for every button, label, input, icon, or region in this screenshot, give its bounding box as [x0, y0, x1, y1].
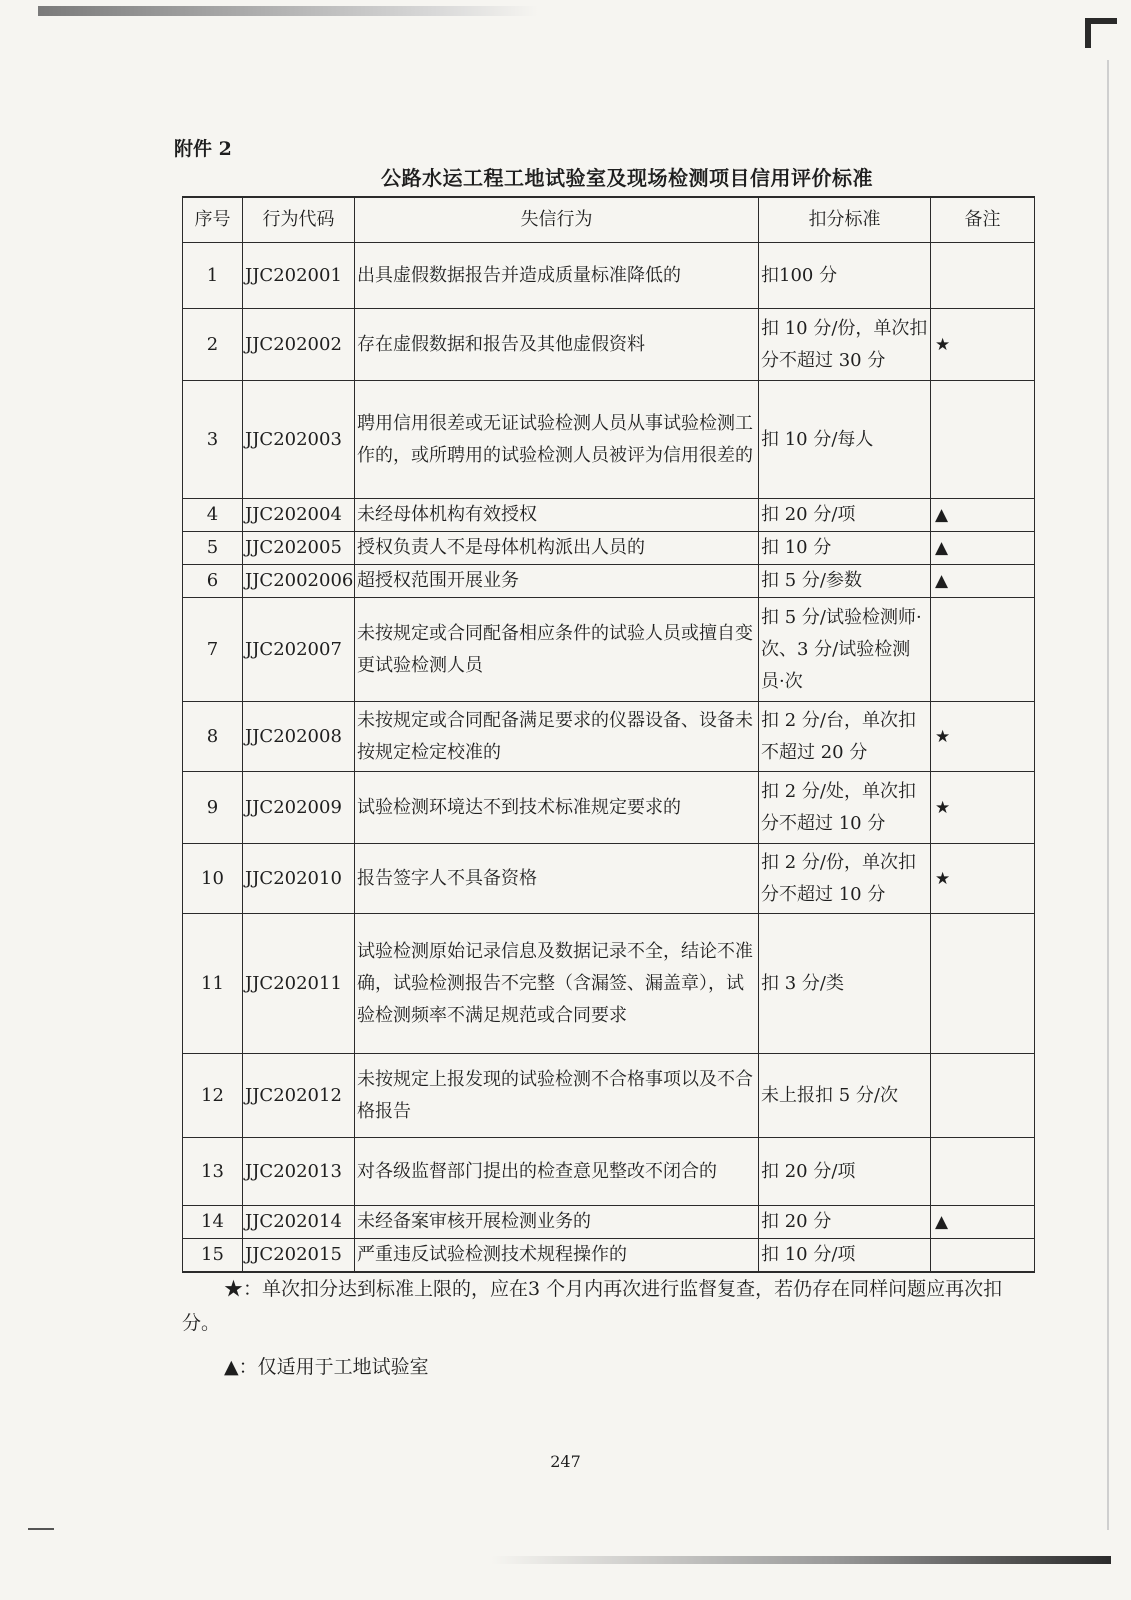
attachment-label: 附件 2 [174, 138, 232, 160]
row-behavior: 未按规定或合同配备相应条件的试验人员或擅自变更试验检测人员 [355, 598, 759, 702]
row-remark: ▲ [931, 499, 1035, 532]
row-behavior: 未经母体机构有效授权 [355, 499, 759, 532]
row-code: JJC202012 [243, 1054, 355, 1138]
row-behavior: 试验检测原始记录信息及数据记录不全，结论不准确，试验检测报告不完整（含漏签、漏盖章），试验检测频率不满足规范或合同要求 [355, 914, 759, 1054]
row-behavior: 未经备案审核开展检测业务的 [355, 1206, 759, 1239]
table-row [183, 1138, 1035, 1206]
row-deduction: 扣100 分 [759, 243, 931, 309]
row-behavior: 未按规定或合同配备满足要求的仪器设备、设备未按规定检定校准的 [355, 702, 759, 772]
row-serial: 8 [183, 702, 243, 772]
row-code: JJC202005 [243, 532, 355, 565]
row-deduction: 扣 10 分/份，单次扣分不超过 30 分 [759, 309, 931, 381]
row-serial: 11 [183, 914, 243, 1054]
row-remark: ★ [931, 844, 1035, 914]
scan-mark-top-right-vertical [1085, 18, 1091, 48]
table-row [183, 914, 1035, 1054]
row-remark [931, 381, 1035, 499]
row-code: JJC202013 [243, 1138, 355, 1206]
row-deduction: 扣 5 分/试验检测师·次、3 分/试验检测员·次 [759, 598, 931, 702]
scan-edge-top [38, 6, 538, 16]
page-number: 247 [550, 1452, 581, 1471]
row-serial: 9 [183, 772, 243, 844]
header-deduction: 扣分标准 [759, 197, 931, 243]
scan-edge-bottom [491, 1556, 1111, 1564]
row-deduction: 扣 2 分/台，单次扣不超过 20 分 [759, 702, 931, 772]
row-serial: 12 [183, 1054, 243, 1138]
row-code: JJC202004 [243, 499, 355, 532]
row-behavior: 超授权范围开展业务 [355, 565, 759, 598]
header-behavior: 失信行为 [355, 197, 759, 243]
table-row [183, 1206, 1035, 1239]
row-code: JJC2002006 [243, 565, 355, 598]
row-code: JJC202015 [243, 1239, 355, 1273]
note-triangle: ▲：仅适用于工地试验室 [224, 1356, 429, 1378]
row-serial: 13 [183, 1138, 243, 1206]
row-deduction: 扣 5 分/参数 [759, 565, 931, 598]
row-behavior: 报告签字人不具备资格 [355, 844, 759, 914]
row-serial: 1 [183, 243, 243, 309]
row-remark [931, 1239, 1035, 1273]
table-row [183, 565, 1035, 598]
row-remark [931, 1054, 1035, 1138]
row-behavior: 对各级监督部门提出的检查意见整改不闭合的 [355, 1138, 759, 1206]
table-header-row [183, 197, 1035, 243]
table-row [183, 532, 1035, 565]
table-row [183, 844, 1035, 914]
note-star: ★：单次扣分达到标准上限的，应在3 个月内再次进行监督复查，若仍存在同样问题应再次扣分。 [182, 1278, 1003, 1334]
row-behavior: 聘用信用很差或无证试验检测人员从事试验检测工作的，或所聘用的试验检测人员被评为信用很差的 [355, 381, 759, 499]
row-deduction: 扣 10 分/每人 [759, 381, 931, 499]
row-serial: 4 [183, 499, 243, 532]
row-deduction: 扣 10 分 [759, 532, 931, 565]
row-behavior: 试验检测环境达不到技术标准规定要求的 [355, 772, 759, 844]
row-code: JJC202001 [243, 243, 355, 309]
row-code: JJC202008 [243, 702, 355, 772]
row-remark: ★ [931, 309, 1035, 381]
row-remark [931, 243, 1035, 309]
row-remark: ★ [931, 702, 1035, 772]
row-deduction: 扣 10 分/项 [759, 1239, 931, 1273]
table-row [183, 309, 1035, 381]
row-deduction: 扣 3 分/类 [759, 914, 931, 1054]
row-deduction: 扣 20 分/项 [759, 1138, 931, 1206]
row-deduction: 未上报扣 5 分/次 [759, 1054, 931, 1138]
row-deduction: 扣 2 分/份，单次扣分不超过 10 分 [759, 844, 931, 914]
row-deduction: 扣 20 分/项 [759, 499, 931, 532]
row-behavior: 出具虚假数据报告并造成质量标准降低的 [355, 243, 759, 309]
table-row [183, 702, 1035, 772]
row-code: JJC202014 [243, 1206, 355, 1239]
row-serial: 2 [183, 309, 243, 381]
scan-edge-right [1107, 60, 1109, 1530]
row-code: JJC202002 [243, 309, 355, 381]
table-row [183, 598, 1035, 702]
row-remark: ▲ [931, 1206, 1035, 1239]
row-serial: 10 [183, 844, 243, 914]
credit-evaluation-table [182, 196, 1035, 1273]
table-notes [182, 1272, 1034, 1384]
row-code: JJC202011 [243, 914, 355, 1054]
row-serial: 6 [183, 565, 243, 598]
row-behavior: 存在虚假数据和报告及其他虚假资料 [355, 309, 759, 381]
row-serial: 15 [183, 1239, 243, 1273]
header-serial: 序号 [183, 197, 243, 243]
row-serial: 7 [183, 598, 243, 702]
header-code: 行为代码 [243, 197, 355, 243]
row-code: JJC202009 [243, 772, 355, 844]
table-row [183, 499, 1035, 532]
table-row [183, 772, 1035, 844]
row-behavior: 未按规定上报发现的试验检测不合格事项以及不合格报告 [355, 1054, 759, 1138]
row-remark: ▲ [931, 532, 1035, 565]
row-deduction: 扣 20 分 [759, 1206, 931, 1239]
document-title: 公路水运工程工地试验室及现场检测项目信用评价标准 [381, 166, 873, 190]
scan-mark-bottom-left [28, 1528, 54, 1530]
row-code: JJC202003 [243, 381, 355, 499]
row-code: JJC202007 [243, 598, 355, 702]
row-behavior: 授权负责人不是母体机构派出人员的 [355, 532, 759, 565]
table-row [183, 381, 1035, 499]
row-remark [931, 914, 1035, 1054]
row-remark [931, 598, 1035, 702]
row-behavior: 严重违反试验检测技术规程操作的 [355, 1239, 759, 1273]
row-serial: 3 [183, 381, 243, 499]
table-row [183, 1054, 1035, 1138]
row-remark: ★ [931, 772, 1035, 844]
row-serial: 14 [183, 1206, 243, 1239]
table-row [183, 1239, 1035, 1273]
row-remark: ▲ [931, 565, 1035, 598]
row-code: JJC202010 [243, 844, 355, 914]
row-deduction: 扣 2 分/处，单次扣分不超过 10 分 [759, 772, 931, 844]
row-serial: 5 [183, 532, 243, 565]
table-row [183, 243, 1035, 309]
header-remark: 备注 [931, 197, 1035, 243]
row-remark [931, 1138, 1035, 1206]
